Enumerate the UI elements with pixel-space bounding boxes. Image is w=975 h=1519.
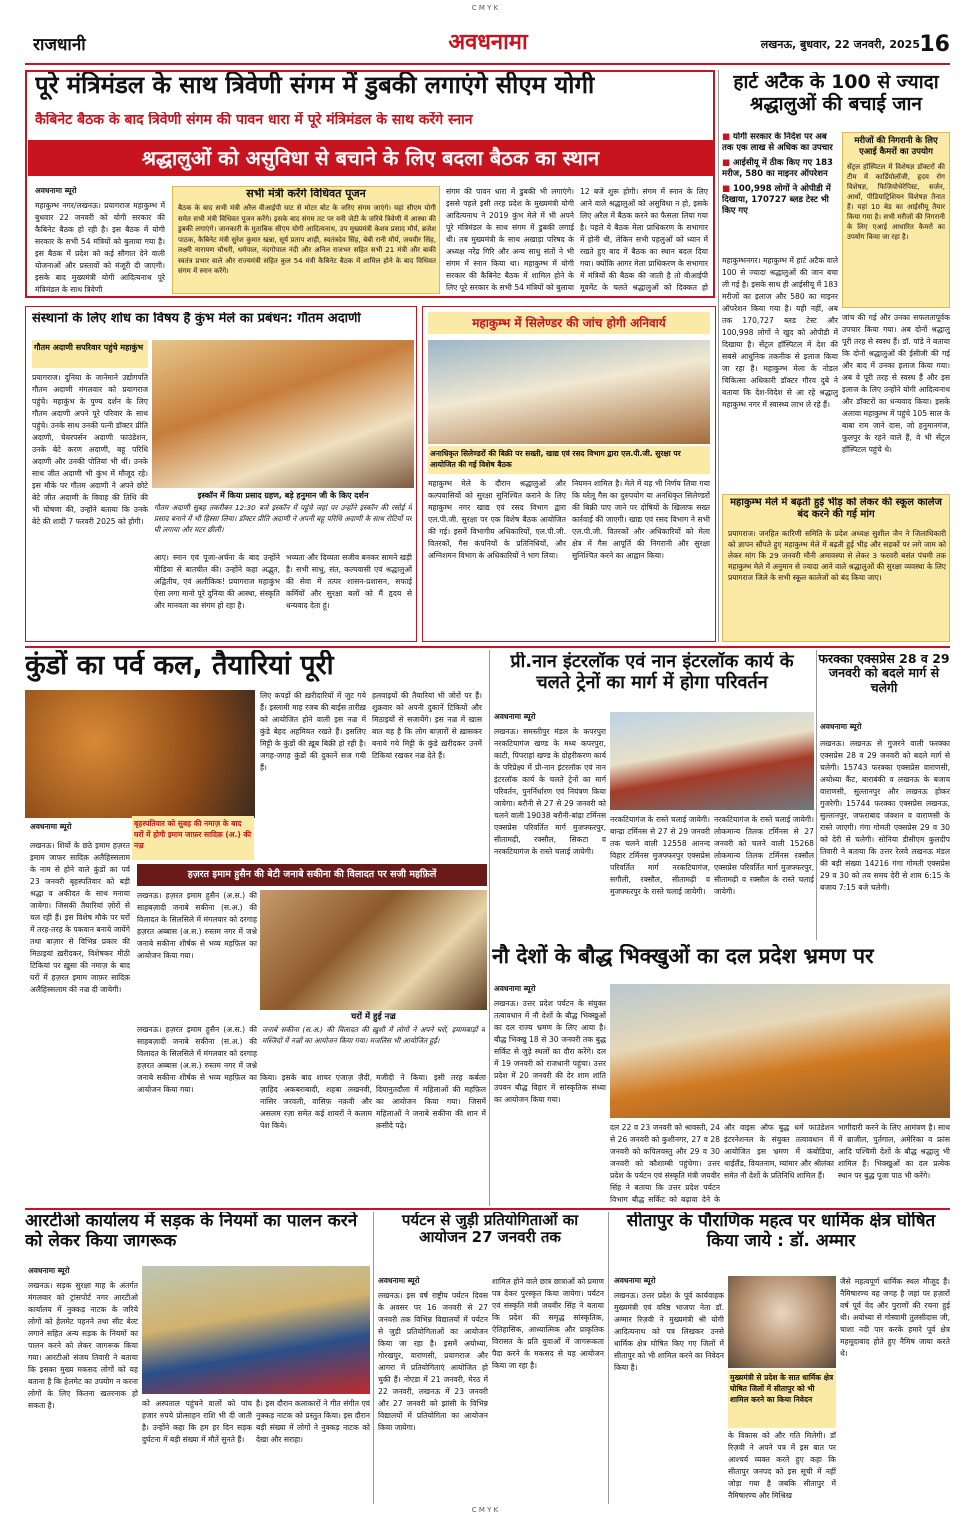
kundo-caption: बृहस्पतिवार को सुबह की नमाज़ के बाद घरों में होगी इमाम जाफ़र सादिक़ (अ.) की नज़्र (132, 816, 254, 860)
masthead-rule (25, 63, 950, 65)
adani-bottom-text: आए। स्नान एवं पूजा-अर्चना के बाद उन्होंने मीडिया से बातचीत की। उन्होंने कहा अद्भुत, अद्वितीय, एवं अलौकिक! प्रयागराज महाकुंभ ऐसा लगा मानो पूरे दुनिया की आस्था, संस्कृति और मानवता का संगम हो रहा है। (154, 553, 280, 610)
rto-text3: है। इस दौरान कलाकारों ने गीत संगीत एवं नुक्कड़ नाटक को प्रस्तुत किया। इस दौरान बड़ी संख्या में लोगों ने नुक्कड़ नाटक को देखा और सराहा। (256, 1399, 370, 1444)
tourism-text1: लखनऊ। इस वर्ष राष्ट्रीय पर्यटन दिवस के अवसर पर 16 जनवरी से 27 जनवरी तक विभिन्न विद्यालयों में पर्यटन से जुड़ी प्रतियोगिताओं का आयोजन किया जा रहा है। इसमें अयोध्या, गोरखपुर, वाराणसी, प्रयागराज और आगरा में प्रतियोगिताएं आयोजित हो चुकी हैं। नोएडा में 21 जनवरी, मेरठ में 22 जनवरी, लखनऊ में 23 जनवरी और 27 जनवरी को झांसी के विभिन्न विद्यालयों में प्रतियोगिता का आयोजन किया जायेगा। (378, 1291, 488, 1432)
adani-photo (152, 340, 414, 488)
divider (373, 1212, 374, 1504)
tourism-text2: शामिल होने वाले छात्र छात्राओं को प्रमाण पत्र देकर पुरस्कृत किया जायेगा। पर्यटन एवं संस्कृति मंत्री जयवीर सिंह ने बताया कि प्रदेश की समृद्ध सांस्कृतिक, ऐतिहासिक, आध्यात्मिक और प्राकृतिक विरासत के प्रति युवाओं में जागरूकता पैदा करने के मकसद से यह आयोजन किया जा रहा है। (492, 1277, 604, 1370)
sitapur-byline: अवधनामा ब्यूरो (614, 1276, 656, 1285)
sitapur-caption: मुख्यमंत्री से प्रदेश के सात धार्मिक क्षेत्र घोषित जिलों में सीतापुर को भी शामिल करने का किया निवेदन (728, 1370, 836, 1428)
monks-text4: भागीदारी करने के लिए आमंत्रण है। साथ में ब्राजील, पुर्तगाल, अमेरिका व फ्रांस आदि पश्चिमी देशों के बौद्ध श्रद्धालु भी शामिल हैं। भिक्खुओं का दल प्रत्येक स्थान पर बुद्ध पूजा पाठ भी करेंगे। (838, 1123, 950, 1180)
sakina-photo (260, 890, 487, 1010)
rail-text1: लखनऊ। समस्तीपुर मंडल के कपरपुरा नरकटियागंज खण्ड के मध्य कपरपुरा, काटी, पिपराहां खण्ड के दोहरीकरण कार्य के परिप्रेक्ष्य में प्री-नान इंटरलॉक एवं नान इंटरलॉक कार्य के चलते ट्रेनों का मार्ग परिवर्तन, पुनर्निर्धारण एवं नियंत्रण किया जायेगा। बरौनी से 27 से 29 जनवरी को चलने वाली 19038 बरौनी-बांद्रा टर्मिनस एक्सप्रेस परिवर्तित मार्ग मुजफ्फरपुर, सीतामढ़ी, रक्सौल, सिकटा व नरकटियागंज के रास्ते चलाई जायेगी। (494, 727, 606, 856)
rto-text2: को अस्पताल पहुंचने वालों को पांच हजार रुपये प्रोत्साहन राशि भी दी जाती है। उन्होंने कहा कि हम हर दिन सड़क दुर्घटना में बड़ी संख्या में मौतें सुनते हैं। (142, 1399, 252, 1444)
school-headline: महाकुम्भ मेले में बढ़ती हुई भीड़ को लेकर की स्कूल कालेज बंद करने की गई मांग (730, 497, 942, 520)
divider (608, 1212, 609, 1504)
kundo-text2: लिए कपड़ों की ख़रीदारियों में जुट गये हैं। इस्लामी माह रजब की बाईस तारीख़ को आयोजित होने वाली इस नज़्र में कुंडे बेहद अहमियत रखते हैं। इसलिए मिट्टी के कुंडों की ख़ूब बिक्री हो रही है। जगह-जगह कुंडों की दुकानें सज गयी हैं। (260, 691, 366, 772)
heart-box-text: सेंट्रल हॉस्पिटल में विशेषज्ञ डॉक्टरों की टीम में कार्डियोलॉजी, हृदय रोग विशेषज्ञ, फिजियोथेरेपिस्ट, सर्जन, आर्थो, पीडियाट्रिशियन विशेषज्ञ तैनात हैं। यहां 10 बेड का आईसीयू तैयार किया गया है। सभी मरीजों की निगरानी के लिए एआई आधारित कैमरों का उपयोग किया जा रहा है। (847, 162, 945, 241)
kundo-text3: हलवाइयों की तैयारियां भी जोरों पर हैं। शुक्रवार को अपनी दुकानें टिकियों और मिठाइयों से सजायेंगे। इस नज़्र में खास बात यह है कि लोग बाज़ारों से ख़ासकर बनाये गये मिट्टी के कुंडे ख़रीदकर उनमें टिकियां रखकर नज़्र देते हैं। (372, 691, 482, 760)
rto-headline: आरटीओ कार्यालय में सड़क के नियमों का पालन करने को लेकर किया जागरूक (25, 1212, 358, 1251)
lead-col4: 12 बजे शुरू होगी। संगम में स्नान के लिए आने वाले श्रद्धालुओं को असुविधा न हो, इसके लिए अरैल में बैठक करने का फैसला लिया गया है। पहले ये बैठक मेला प्राधिकरण के सभागार में होनी थी, लेकिन सभी पहलुओं को ध्यान में रखते हुए बाद में बैठक का स्थान बदल दिया गया। क्योंकि आगर मेला प्राधिकरण के सभागार में मंत्रियों की बैठक की जाती है तो वीआईपी मूवमेंट के चलते श्रद्धालुओं को दिक्कत हो (580, 187, 708, 292)
kundo-photo (25, 690, 255, 818)
brand-logo: अवधनामा (448, 30, 528, 55)
kundo-text1: लखनऊ। शियों के छठे इमाम हज़रत इमाम जाफ़र सादिक़ अलैहिस्सलाम के नाम से होने वाले कुंडों का पर्व 23 जनवरी बृहस्पतिवार को बड़ी श्रद्धा व अकीदत के साथ मनाया जायेगा। जिसकी तैयारियां ज़ोरों से चल रही हैं। इस विशेष मौके पर घरों में तरह-तरह के पकवान बनाये जायेंगे तथा बाज़ार से विभिन्न प्रकार की मिठाइयां ख़रीदकर, विशेषकर मीठी टिकियां पर ख़ुसा की नमाज़ के बाद घरों में हज़रत इमाम जाफ़र सादिक़ अलैहिस्सलाम की नज़्र दी जायेगी। (30, 841, 130, 994)
cylinder-text2: नियमन शामिल है। मेले में यह भी निर्णय लिया गया कि घरेलू गैस का दुरुपयोग या अनधिकृत सिलेण्डरों की बिक्री पाए जाने पर दोषियों के खिलाफ सख्त कार्रवाई की जाएगी। खाद्य एवं रसद विभाग ने सभी एल.पी.जी. वितरकों और अधिकारियों को मेला क्षेत्र में गैस आपूर्ति की निगरानी और सुरक्षा सुनिश्चित करने का आह्वान किया। (572, 479, 710, 560)
footer-color-mark: C M Y K (471, 1506, 499, 1514)
heart-bullet-3: ■ 100,998 लोगों ने ओपीडी में दिखाया, 170727 ब्लड टेस्ट भी किए गए (722, 184, 840, 217)
sitapur-text3: जैसे महत्वपूर्ण धार्मिक स्थल मौजूद हैं। नैमिषारण्य वह जगह है जहां पर हज़ारों वर्ष पूर्व वेद और पुराणों की रचना हुई थी। अयोध्या से गोस्वामी तुलसीदास जी, चाशा नदी पार करके हमारे पूर्व क्षेत्र महमूदाबाद होते हुए नैमिष जाया करते थे। (840, 1277, 950, 1358)
tourism-headline: पर्यटन से जुड़ी प्रतियोगिताओं का आयोजन 27 जनवरी तक (401, 1212, 579, 1247)
kundo-headline: कुंडों का पर्व कल, तैयारियां पूरी (25, 650, 334, 681)
heart-box-title: मरीजों की निगरानी के लिए एआई कैमरों का उपयोग (854, 136, 938, 158)
tourism-byline: अवधनामा ब्यूरो (378, 1276, 420, 1285)
cylinder-photo (428, 340, 710, 444)
sitapur-photo (728, 1276, 836, 1368)
rail-byline: अवधनामा ब्यूरो (494, 712, 536, 721)
sakina-text2: किया। इसके बाद शायर एजाज़ ज़ैदी, ज़ाहिद अकबराबादी, शहबा लखनवी, नासिर जरवली, वासिफ़ नक़वी और असलम रज़ा समेत कई शायरों ने कलाम पेश किये। (260, 1073, 372, 1130)
heart-text-right: जांच की गई और उनका सफलतापूर्वक उपचार किया गया। अब दोनों श्रद्धालु पूरी तरह से स्वस्थ हैं। डॉ. पांडे ने बताया कि दोनों श्रद्धालुओं की ईसीजी की गई और बाद में उनका इलाज किया गया। अब वे पूरी तरह से स्वस्थ हैं और इस इलाज के लिए उन्होंने योगी आदित्यनाथ और डॉक्टरों का धन्यवाद किया। इसके अलावा महाकुम्भ में पहुंचे 105 साल के बाबा राम जाने दास, जो हनुमानगंज, फूलपुर के रहने वाले हैं, वे भी सेंट्रल हॉस्पिटल पहुंचे थे। (842, 313, 950, 454)
sakina-caption-text: जनाबे सकीना (स.अ.) की विलादत की ख़ुशी में लोगों ने अपने घरों, इमामबाड़ों व मस्जिदों में नज़्रों का आयोजन किया गया। मजलिस भी आयोजित हुईं। (262, 1025, 485, 1045)
farakka-text: लखनऊ। लखनऊ से गुजरने वाली फरक्का एक्सप्रेस 28 व 29 जनवरी को बदले मार्ग से चलेगी। 15743 फरक्का एक्सप्रेस वाराणसी, अयोध्या कैंट, बाराबंकी व लखनऊ के बजाय वाराणसी, सुल्तानपुर और लखनऊ होकर गुजरेगी। 15744 फरक्का एक्सप्रेस लखनऊ, सुल्तानपुर, जफराबाद जंक्शन व वाराणसी के रास्ते जाएगी। गंगा गोमती एक्सप्रेस 29 व 30 को देरी से चलेगी। सोनिया डीसीएम कुलदीप तिवारी ने बताया कि उत्तर रेलवे लखनऊ मंडल की बड़ी संख्या 14216 गंगा गोमती एक्सप्रेस 29 व 30 को तय समय देरी से शाम 6:15 के बजाय 7:15 बजे चलेगी। (820, 739, 950, 892)
adani-text: प्रयागराज। दुनिया के जानेमाने उद्योगपति गौतम अदाणी मंगलवार को प्रयागराज पहुंचे। महाकुंभ के पुण्य दर्शन के लिए गौतम अदाणी अपने पूरे परिवार के साथ पहुंचे। उनके साथ उनकी पत्नी डॉक्टर प्रीति अदाणी, चेयरपर्सन अदाणी फाउंडेशन, उनके बेटे करण अदाणी, बहू परिधि अदाणी और उनकी पोतियां भी थीं। उनके साथ जीत अदाणी भी कुंभ में मौजूद रहे। इस मौके पर गौतम अदाणी ने अपने छोटे बेटे जीत अदाणी के विवाह की तिथि की भी घोषणा की, उन्होंने बताया कि उनके बेटे की शादी 7 फरवरी 2025 को होगी। (32, 373, 148, 526)
lead-subhead: कैबिनेट बैठक के बाद त्रिवेणी संगम की पावन धारा में पूरे मंत्रिमंडल के साथ करेंगे स्नान (35, 112, 473, 128)
lead-col1: महाकुम्भ नगर/लखनऊ। प्रयागराज महाकुम्भ में बुधवार 22 जनवरी को योगी सरकार की कैबिनेट बैठक हो रही है। इस बैठक में योगी सरकार के सभी 54 मंत्रियों को बुलाया गया है। इस बैठक में प्रदेश को कई सौगात देने वाली योजनाओं और प्रस्तावों को मंजूरी दी जाएगी। इसके बाद मुख्यमंत्री योगी आदित्यनाथ पूरे मंत्रिमंडल के साथ त्रिवेणी (35, 201, 165, 294)
lower-rule (25, 1208, 950, 1210)
monks-photo (610, 984, 950, 1118)
color-mark: C M Y K (471, 4, 499, 12)
sakina-text1: लखनऊ। हज़रत इमाम हुसैन (अ.स.) की साहबज़ादी जनाबे सकीना (स.अ.) की विलादत के सिलसिले में मंगलवार को दरगाह हज़रत अब्बास (अ.स.) रुस्तम नगर में जश्ने जनाबे सकीना शीर्षक से भव्य महफ़िल का आयोजन किया गया। (137, 891, 257, 960)
sitapur-text2: के विकास को और गति मिलेगी। डॉ रिज़वी ने अपने पत्र में इस बात पर आश्चर्य व्यक्त करते हुए कहा कि सीतापुर जनपद को इस सूची में नहीं जोड़ा गया है जबकि सीतापुर में नैमिषारण्य और मिश्रिख (728, 1431, 836, 1500)
adani-bullet: गौतम अदाणी सपरिवार पहुंचे महाकुंभ (32, 340, 148, 368)
rail-text3: नरकटियागंज के रास्ते चलाई जायेगी। लोकमान्य तिलक टर्मिनस से 27 जनवरी को चलने वाली 15268 लोकमान्य तिलक टर्मिनस रक्सौल एक्सप्रेस परिवर्तित मार्ग मुजफ्फरपुर, सीतामढ़ी व रक्सौल के रास्ते चलाई जायेगी। (714, 815, 814, 896)
heart-bullets (722, 132, 840, 250)
divider (816, 650, 817, 940)
sakina-headline: हज़रत इमाम हुसैन की बेटी जनाबे सकीना की विलादत पर सजी महफ़िलें (137, 864, 487, 886)
divider (718, 70, 719, 642)
farakka-headline: फरक्का एक्सप्रेस 28 व 29 जनवरी को बदले मार्ग से चलेगी (818, 652, 950, 695)
rto-text1: लखनऊ। सड़क सुरक्षा माह के अंतर्गत मंगलवार को ट्रांसपोर्ट नगर आरटीओ कार्यालय में नुक्कड़ नाटक के जरिये लोगों को हेलमेट पहनने तथा सीट बेल्ट लगाने सहित अन्य सड़क के नियमों का पालन करने को लेकर जागरूक किया गया। आरटीओ संजय तिवारी ने बताया कि इसका मुख्य मकसद लोगों को यह बताना है कि हेलमेट का उपयोग न करना लोगों के लिए कितना खतरनाक हो सकता है। (28, 1281, 138, 1410)
cylinder-headline-bar: महाकुम्भ में सिलेण्डर की जांच होगी अनिवार्य (428, 312, 710, 334)
lead-headline: पूरे मंत्रिमंडल के साथ त्रिवेणी संगम में डुबकी लगाएंगे सीएम योगी (35, 72, 595, 99)
sitapur-headline: सीतापुर के पौराणिक महत्व पर धार्मिक क्षेत्र घोषित किया जाये : डॉ. अम्मार (626, 1212, 936, 1251)
section-name: राजधानी (33, 35, 86, 55)
cylinder-text1: महाकुम्भ मेले के दौरान श्रद्धालुओं और कल्पवासियों को सुरक्षा सुनिश्चित कराने के लिए महाकुम्भ नगर खाद्य एवं रसद विभाग द्वारा एल.पी.जी. सुरक्षा पर एक विशेष बैठक आयोजित की गई। इसमें विभागीय अधिकारियों, एल.पी.जी. वितरकों, गैस कंपनियों के प्रतिनिधियों, और अग्निशमन विभाग के अधिकारियों ने भाग लिया। (428, 479, 566, 560)
rto-photo (142, 1266, 370, 1394)
lead-byline: अवधनामा ब्यूरो (35, 186, 77, 195)
sakina-text3: मजीदी ने किया। इसी तरह कर्बला दियानुतदौला में महिलाओं की महफ़िल का आयोजन किया गया। जिसमें महिलाओं ने जनाबे सकीना की शान में क़सीदे पढ़े। (376, 1073, 486, 1130)
lead-col3: संगम की पावन धारा में डुबकी भी लगाएंगे। इससे पहले इसी तरह प्रदेश के मुख्यमंत्री योगी आदित्यनाथ ने 2019 कुंभ मेले में भी अपने पूरे मंत्रिमंडल के साथ संगम में डुबकी लगाई थी। तब मुख्यमंत्री के साथ अखाड़ा परिषद के अध्यक्ष नरेंद्र गिरि और अन्य साधु संतों ने भी संगम में स्नान किया था। महाकुम्भ में योगी सरकार की कैबिनेट बैठक में शामिल होने के लिए पूरे सरकार के सभी 54 मंत्रियों को बुलाया (446, 187, 574, 292)
heart-bullet-1: ■ योगी सरकार के निर्देश पर अब तक एक लाख से अधिक का उपचार (722, 132, 840, 154)
monks-headline: नौ देशों के बौद्ध भिक्खुओं का दल प्रदेश भ्रमण पर (492, 944, 874, 968)
heart-box (842, 132, 950, 308)
sakina-caption-title: घरों में हुई नज़्र (351, 1012, 396, 1022)
adani-caption-title: इस्कॉन में किया प्रसाद ग्रहण, बड़े हनुमान जी के किए दर्शन (197, 491, 369, 500)
farakka-byline: अवधनामा ब्यूरो (820, 722, 862, 731)
sakina-text1b: लखनऊ। हज़रत इमाम हुसैन (अ.स.) की साहबज़ादी जनाबे सकीना (स.अ.) की विलादत के सिलसिले में मंगलवार को दरगाह हज़रत अब्बास (अ.स.) रुस्तम नगर में जश्ने जनाबे सकीना शीर्षक से भव्य महफ़िल का आयोजन किया गया। (137, 1025, 257, 1094)
dateline: लखनऊ, बुधवार, 22 जनवरी, 2025 (760, 38, 920, 51)
monks-text1: लखनऊ। उत्तर प्रदेश पर्यटन के संयुक्त तत्वावधान में नौ देशों के बौद्ध भिक्खुओं का दल राज्य भ्रमण के लिए आया है। बौद्ध भिक्खु 18 से 30 जनवरी तक बुद्ध सर्किट से जुड़े स्थलों का दौरा करेंगे। दल में 19 जनवरी को राजधानी पहुंचा। उत्तर प्रदेश में 20 जनवरी की देर शाम शांति उपवन बौद्ध विहार में सांस्कृतिक संध्या का आयोजन किया गया। (494, 999, 606, 1104)
monks-byline: अवधनामा ब्यूरो (494, 984, 536, 993)
school-text: प्रयागराज। जनहित कारिणी समिति के प्रदेश अध्यक्ष सुशील जैन ने जिलाधिकारी को ज्ञापन सौंपते हुए महाकुम्भ मेले में बढ़ती हुई भीड़ और सड़कों पर लगे जाम को लेकर मांग कि 29 जनवरी मौनी अमावस्या से लेकर 3 फरवरी बसंत पंचमी तक महाकुम्भ मेले में अनुमान से ज्यादा आने वाले श्रद्धालुओं की सुरक्षा व्यवस्था के लिए प्रयागराज जिले के सभी स्कूल कालेजों को बंद किया जाए। (728, 529, 946, 582)
rail-photo (610, 712, 814, 810)
monks-text2: दल 22 व 23 जनवरी को श्रावस्ती, 24 से 26 जनवरी को कुशीनगर, 27 व 28 जनवरी को कपिलवस्तु और 29 व 30 जनवरी को कौशाम्बी पहुंचेगा। उत्तर प्रदेश के पर्यटन एवं संस्कृति मंत्री जयवीर सिंह ने बताया कि उत्तर प्रदेश पर्यटन विभाग बौद्ध सर्किट को बढ़ावा देने के (610, 1123, 720, 1204)
sitapur-text1: लखनऊ। उत्तर प्रदेश के पूर्व कार्यवाहक मुख्यमंत्री एवं वरिष्ठ भाजपा नेता डॉ. अम्मार रिज़वी ने मुख्यमंत्री श्री योगी आदित्यनाथ को पत्र लिखकर उनसे धार्मिक क्षेत्र घोषित किए गए जिलों में सीतापुर को भी शामिल करने का निवेदन किया है। (614, 1291, 724, 1372)
rto-byline: अवधनामा ब्यूरो (28, 1266, 70, 1275)
monks-text3: और वाइस ऑफ बुद्ध धर्म फाउंडेशन इंटरनेशनल के संयुक्त तत्वावधान में आयोजित इस भ्रमण में कंबोडिया, थाईलैंड, वियतनाम, म्यांमार और श्रीलंका समेत नौ देशों के प्रतिनिधि शामिल हैं। (724, 1123, 834, 1180)
heart-text-left: महाकुम्भनगर। महाकुम्भ में हार्ट अटैक वाले 100 से ज्यादा श्रद्धालुओं की जान बचा ली गई है। इसके साथ ही आईसीयू में 183 मरीजों का इलाज और 580 का माइनर ऑपरेशन किया गया है। यही नहीं, अब तक 170,727 ब्लड टेस्ट और 100,998 लोगों ने खुद को ओपीडी में दिखाया है। सेंट्रल हॉस्पिटल में देश की सबसे आधुनिक तकनीक से इलाज किया जा रहा है। महाकुम्भ मेला के नोडल चिकित्सा अधिकारी डॉक्टर गौरव दुबे ने बताया कि देश-विदेश से आ रहे श्रद्धालु महाकुम्भ नगर में स्वास्थ्य लाभ ले रहे हैं। (722, 256, 838, 409)
lead-banner: श्रद्धालुओं को असुविधा से बचाने के लिए बदला बैठक का स्थान (28, 140, 713, 176)
heart-bullet-2: ■ आईसीयू में ठीक किए गए 183 मरीज, 580 का माइनर ऑपरेशन (722, 158, 840, 180)
cylinder-caption: अनाधिकृत सिलेण्डरों की बिक्री पर सख्ती, खाद्य एवं रसद विभाग द्वारा एल.पी.जी. सुरक्षा पर आयोजित की गई विशेष बैठक (428, 446, 710, 474)
lead-box-title: सभी मंत्री करेंगे विधिवत पूजन (246, 188, 366, 200)
lead-box-text: बैठक के बाद सभी मंत्री अरैल वीआईपी घाट से मोटर बोट के जरिए संगम जाएंगे। यहां सीएम योगी समेत सभी मंत्री विधिवत पूजन करेंगे। इसके बाद संगम तट पर वनी जेटी के जरिये त्रिवेणी में आस्था की डुबकी लगाएंगे। जानकारी के मुताबिक सीएम योगी आदित्यनाथ, उप मुख्यमंत्री केशव प्रसाद मौर्य, ब्रजेश पाठक, कैबिनेट मंत्री सुरेश कुमार खन्ना, सूर्य प्रताप शाही, स्वतंत्रदेव सिंह, बेबी रानी मौर्य, जयवीर सिंह, लक्ष्मी नारायण चौधरी, धर्मपाल, नंदगोपाल नंदी और अनिल राजभर सहित सभी 21 मंत्री और बाकी स्वतंत्र प्रभार वाले और राज्यमंत्री सहित कुल 54 मंत्री कैबिनेट बैठक में शामिल होने के बाद विधिवत संगम में स्नान करेंगे। (178, 204, 436, 275)
mid-rule (25, 646, 950, 648)
adani-bottom-text2: भव्यता और दिव्यता सजीव बनकर सामने खड़ी है। सभी साधु, संत, कल्पवासी एवं श्रद्धालुओं की सेवा में तत्पर शासन-प्रशासन, सफाई कर्मियों और सुरक्षा बलों को मैं हृदय से धन्यवाद देता हूं। (286, 553, 412, 610)
page-number: 16 (919, 32, 950, 57)
adani-headline: संस्थानों के लिए शोध का विषय है कुंभ मेले का प्रबंधन: गौतम अदाणी (32, 312, 361, 326)
kundo-byline: अवधनामा ब्यूरो (30, 822, 72, 831)
rail-headline: प्री.नान इंटरलॉक एवं नान इंटरलॉक कार्य के चलते ट्रेनों का मार्ग में होगा परिवर्तन (510, 652, 794, 693)
adani-caption-text: गौतम अदाणी सुबह तकरीबन 12:30 बजे इस्कॉन में पहुंचे जहां पर उन्होंने इस्कॉन की रसोई में प्रसाद बनाने में भी हिस्सा लिया। डॉक्टर प्रीति अदाणी ने अपनी बहू परिधि अदाणी के साथ रोटियों पर घी लगाया और मटर छीलीं। (154, 503, 412, 534)
rail-text2: नरकटियागंज के रास्ते चलाई जायेगी। बान्द्रा टर्मिनस से 27 से 29 जनवरी तक चलने वाली 12558 आनन्द विहार टर्मिनस मुजफ्फरपुर एक्सप्रेस परिवर्तित मार्ग नरकटियागंज, सगौली, रक्सौल, सीतामढ़ी व मुजफ्फरपुर के रास्ते चलाई जायेगी। (610, 815, 710, 896)
heart-headline: हार्ट अटैक के 100 से ज्यादा श्रद्धालुओं की बचाई जान (733, 72, 939, 115)
divider (489, 650, 490, 1206)
